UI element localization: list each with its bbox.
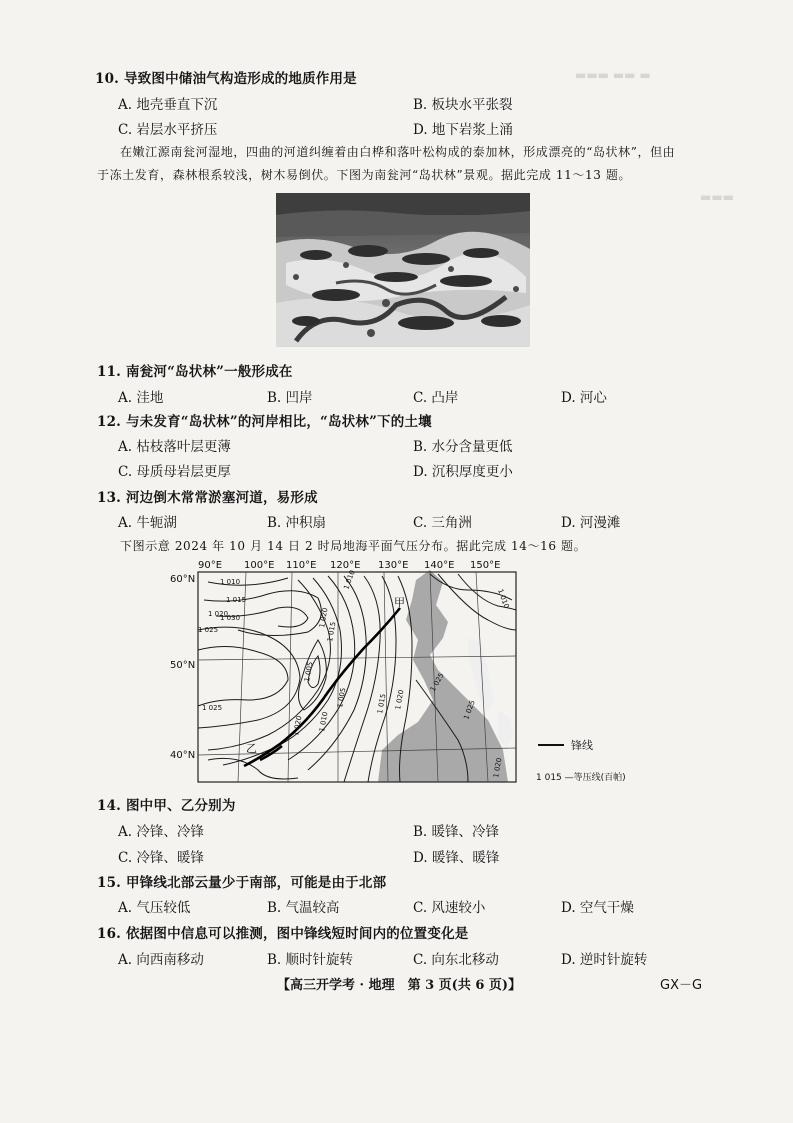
bleed-through-mark: ▬▬▬ [700, 190, 735, 204]
question-10-stem: 10. 导致图中储油气构造形成的地质作用是 [95, 71, 357, 87]
isobar-label: 1 025 [202, 704, 223, 712]
lat-label: 40°N [170, 750, 196, 761]
isobar-label: 1 010 [220, 578, 241, 586]
q15-option-d[interactable]: D. 空气干燥 [561, 900, 634, 916]
q12-option-b[interactable]: B. 水分含量更低 [413, 439, 513, 455]
q13-option-c[interactable]: C. 三角洲 [413, 515, 472, 531]
q11-option-c[interactable]: C. 凸岸 [413, 390, 459, 406]
sea-level-pressure-map [168, 560, 528, 790]
q12-option-c[interactable]: C. 母质母岩层更厚 [118, 464, 231, 480]
bleed-through-mark: ▬▬▬ ▬▬ ▬ [575, 68, 651, 82]
question-12-stem: 12. 与未发育“岛状林”的河岸相比，“岛状林”下的土壤 [97, 414, 432, 430]
q11-option-d[interactable]: D. 河心 [561, 390, 607, 406]
passage-1-line-2: 于冻土发育，森林根系较浅，树木易倒伏。下图为南瓮河“岛状林”景观。据此完成 11～13 题。 [97, 168, 632, 182]
q16-option-c[interactable]: C. 向东北移动 [413, 952, 499, 968]
isobar-label: 1 010 [342, 569, 357, 591]
q16-option-d[interactable]: D. 逆时针旋转 [561, 952, 648, 968]
isobar-label: 1 010 [318, 711, 330, 733]
q16-option-b[interactable]: B. 顺时针旋转 [267, 952, 354, 968]
lon-label: 140°E [424, 560, 455, 571]
isobar-label: 1 025 [428, 671, 446, 693]
q11-option-a[interactable]: A. 洼地 [118, 390, 164, 406]
isobar-label: 1 020 [492, 757, 504, 779]
legend-front-swatch [538, 744, 564, 746]
q10-option-b[interactable]: B. 板块水平张裂 [413, 97, 513, 113]
isobar-label: 1 015 [376, 693, 388, 715]
island-shape-small [498, 710, 514, 748]
q14-option-a[interactable]: A. 冷锋、冷锋 [118, 824, 204, 840]
question-14-stem: 14. 图中甲、乙分别为 [97, 798, 236, 814]
legend-isobar-label: 1 015 —等压线(百帕) [536, 773, 626, 783]
q12-option-d[interactable]: D. 沉积厚度更小 [413, 464, 513, 480]
front-a-label: 甲 [394, 596, 405, 609]
isobar-label: 1 025 [198, 626, 219, 634]
lat-label: 60°N [170, 574, 196, 585]
page-code: GX－G [660, 978, 703, 993]
isobar-label: 1 020 [394, 689, 406, 711]
isobar-label: 1 015 [326, 621, 338, 643]
q11-option-b[interactable]: B. 凹岸 [267, 390, 313, 406]
passage-1-line-1: 在嫩江源南瓮河湿地，四曲的河道纠缠着由白桦和落叶松构成的泰加林，形成漂亮的“岛状林”，但由 [120, 145, 676, 159]
isobar-label: 1 015 [226, 596, 247, 604]
q13-option-d[interactable]: D. 河漫滩 [561, 515, 621, 531]
isobar-label: 1 020 [292, 715, 304, 737]
q10-option-a[interactable]: A. 地壳垂直下沉 [118, 97, 218, 113]
isobar-label: 1 025 [462, 699, 477, 721]
lon-label: 130°E [378, 560, 409, 571]
lon-label: 90°E [198, 560, 223, 571]
q14-option-b[interactable]: B. 暖锋、冷锋 [413, 824, 500, 840]
isobar-label: 1 020 [208, 610, 229, 618]
q15-option-c[interactable]: C. 风速较小 [413, 900, 486, 916]
q10-option-d[interactable]: D. 地下岩浆上涌 [413, 122, 513, 138]
latitude-labels [170, 574, 195, 761]
question-15-stem: 15. 甲锋线北部云量少于南部，可能是由于北部 [97, 875, 387, 891]
question-16-stem: 16. 依据图中信息可以推测，图中锋线短时间内的位置变化是 [97, 926, 469, 942]
q14-option-d[interactable]: D. 暖锋、暖锋 [413, 850, 500, 866]
lon-label: 100°E [244, 560, 275, 571]
q13-option-a[interactable]: A. 牛轭湖 [118, 515, 177, 531]
q14-option-c[interactable]: C. 冷锋、暖锋 [118, 850, 204, 866]
landscape-illustration [276, 193, 530, 347]
question-13-stem: 13. 河边倒木常常淤塞河道，易形成 [97, 490, 318, 506]
lon-label: 150°E [470, 560, 501, 571]
lat-label: 50°N [170, 660, 196, 671]
q12-option-a[interactable]: A. 枯枝落叶层更薄 [118, 439, 231, 455]
isobar-map-svg [168, 560, 528, 790]
isobar-label: 1 005 [336, 687, 348, 709]
island-forest-landscape-photo [276, 193, 530, 347]
q13-option-b[interactable]: B. 冲积扇 [267, 515, 327, 531]
q10-option-c[interactable]: C. 岩层水平挤压 [118, 122, 218, 138]
lon-label: 110°E [286, 560, 317, 571]
passage-2: 下图示意 2024 年 10 月 14 日 2 时局地海平面气压分布。据此完成 14～16 题。 [120, 539, 587, 553]
front-b-label: 乙 [246, 742, 257, 755]
q16-option-a[interactable]: A. 向西南移动 [118, 952, 204, 968]
legend-front-label: 锋线 [571, 739, 593, 752]
question-11-stem: 11. 南瓮河“岛状林”一般形成在 [97, 364, 293, 380]
q15-option-b[interactable]: B. 气温较高 [267, 900, 340, 916]
isobar-label: 1 005 [303, 661, 315, 683]
isobar-label: 1 010 [496, 587, 511, 610]
q15-option-a[interactable]: A. 气压较低 [118, 900, 191, 916]
page-footer: 【高三开学考 · 地理 第 3 页(共 6 页)】 [277, 978, 522, 993]
isobar-label: 1 030 [220, 614, 241, 622]
isobar-label: 1 020 [318, 607, 330, 629]
lon-label: 120°E [330, 560, 361, 571]
